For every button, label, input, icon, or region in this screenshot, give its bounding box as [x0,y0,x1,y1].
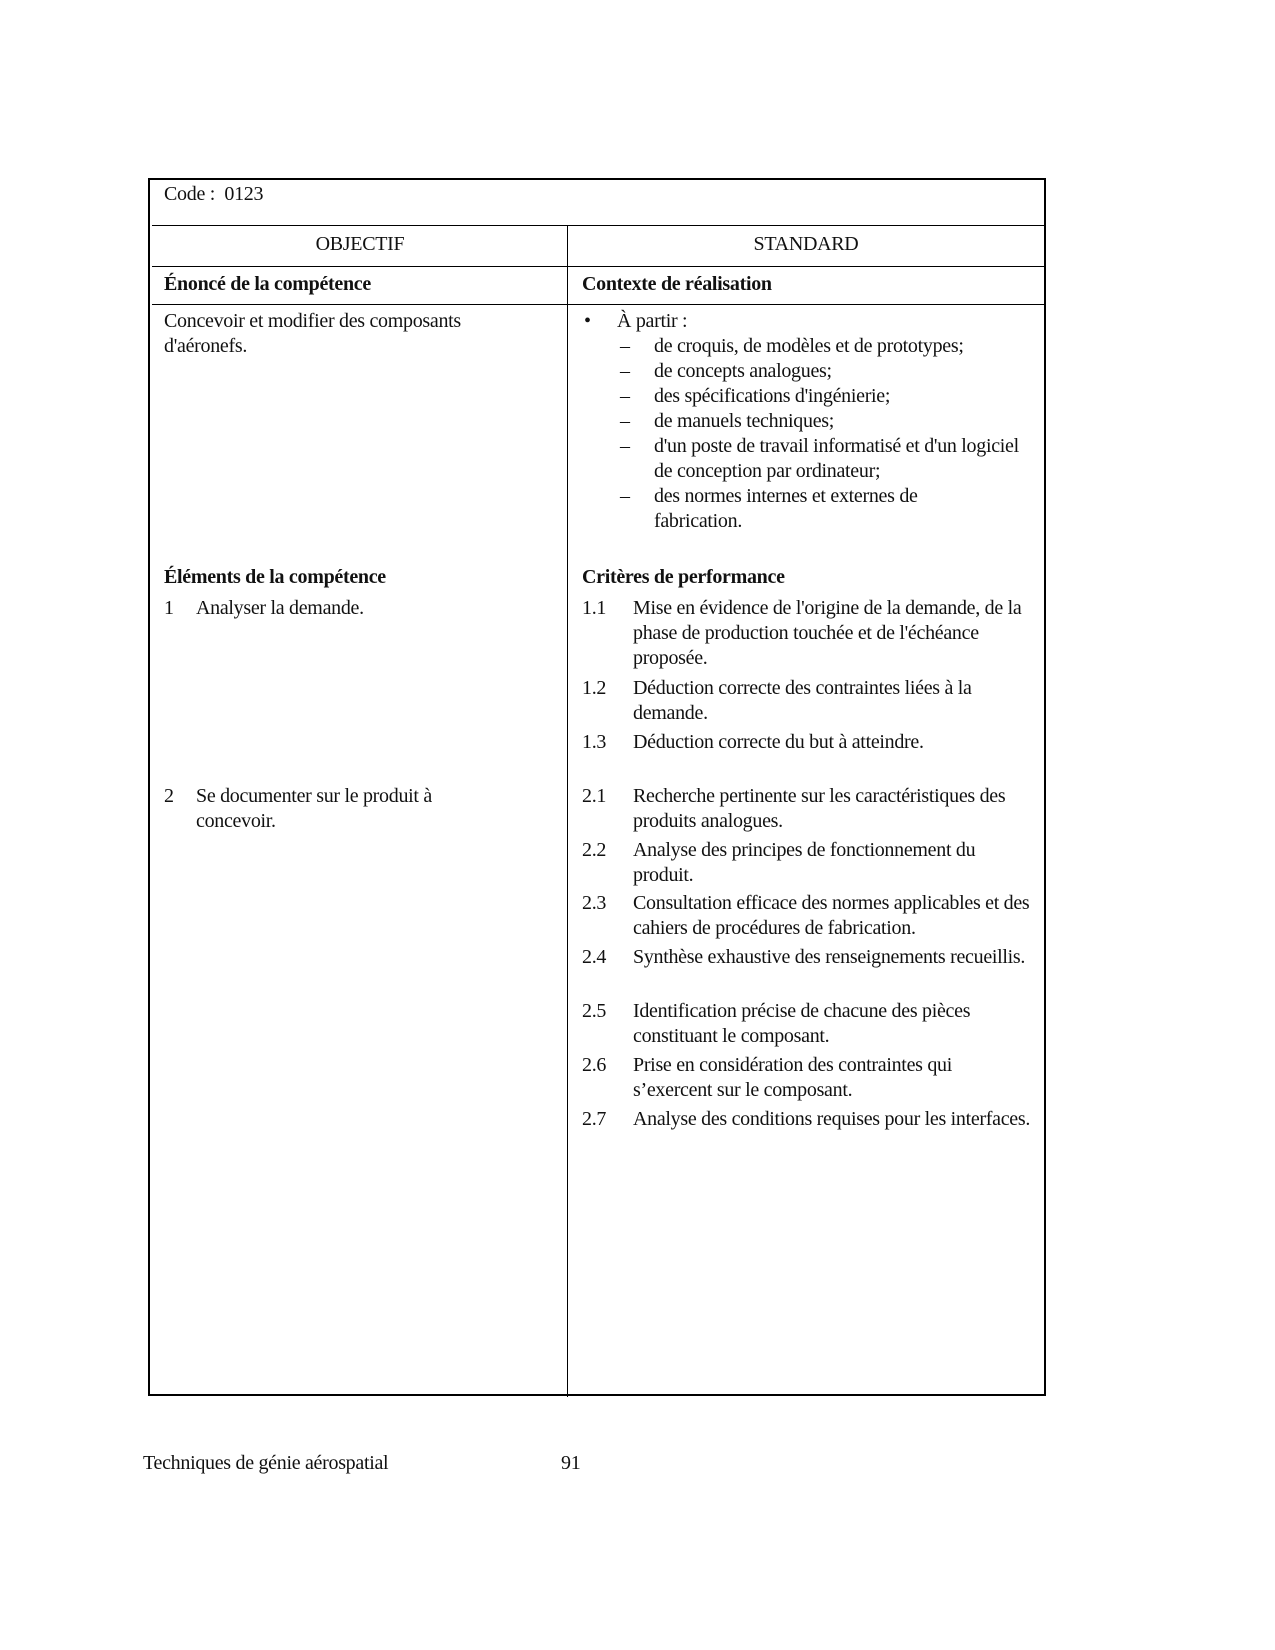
column-divider [567,225,568,1397]
contexte-bullet: À partir : [617,310,688,332]
code-line [164,182,263,207]
page-number: 91 [561,1452,581,1474]
criteres-heading: Critères de performance [582,566,785,588]
bullet-icon: • [584,310,591,332]
divider [152,266,1044,267]
contexte-heading: Contexte de réalisation [582,273,772,295]
enonce-text: Concevoir et modifier des composants d'aéronefs. [164,310,461,357]
element-item: 2 Se documenter sur le produit à concevoir. [164,785,432,832]
code-label: Code : [164,183,215,205]
divider [152,304,1044,305]
elements-heading: Éléments de la compétence [164,566,386,588]
header-standard: STANDARD [753,233,859,255]
code-value: 0123 [224,183,264,205]
document-page: Code : 0123 OBJECTIF STANDARD Énoncé de la compétence Contexte de réalisation Concevoir et modifier des composants d'aéronefs. • À partir : – de croquis, de modèles et de prototypes; – de concepts analogues; – des spécifications d'ingénierie; – de manuels techniques; – d'un poste de travail informatisé et d'un logiciel de conception par ordinateur; – des normes internes et externes de fabrication. Éléments de la compétence Critères de performance 1 Analyser la demande. 2 Se documenter sur le produit à concevoir. 1.1 Mise en évidence de l'origine de la demande, de la phase de production touchée et de l'échéance proposée. 1.2 Déduction correcte des contraintes liées à la demande. 1.3 Déduction correcte du but à atteindre. 2.1 Recherche pertinente sur les caractéristiques des produits analogues. 2.2 Analyse des principes de fonctionnement du produit. 2.3 Consultation efficace des normes applicables et des cahiers de procédures de fabrication. 2.4 Synthèse exhaustive des renseignements recueillis. 2.5 Identification précise de chacune des pièces constituant le composant. 2.6 Prise en considération des contraintes qui s’exercent sur le composant. 2.7 Analyse des conditions requises pour les interfaces. Techniques de génie aérospatial 91 [0,0,1275,1650]
element-item: 1 Analyser la demande. [164,597,364,619]
footer-title: Techniques de génie aérospatial [143,1452,389,1474]
divider [152,225,1044,226]
header-objectif: OBJECTIF [315,233,405,255]
enonce-heading: Énoncé de la compétence [164,273,371,295]
